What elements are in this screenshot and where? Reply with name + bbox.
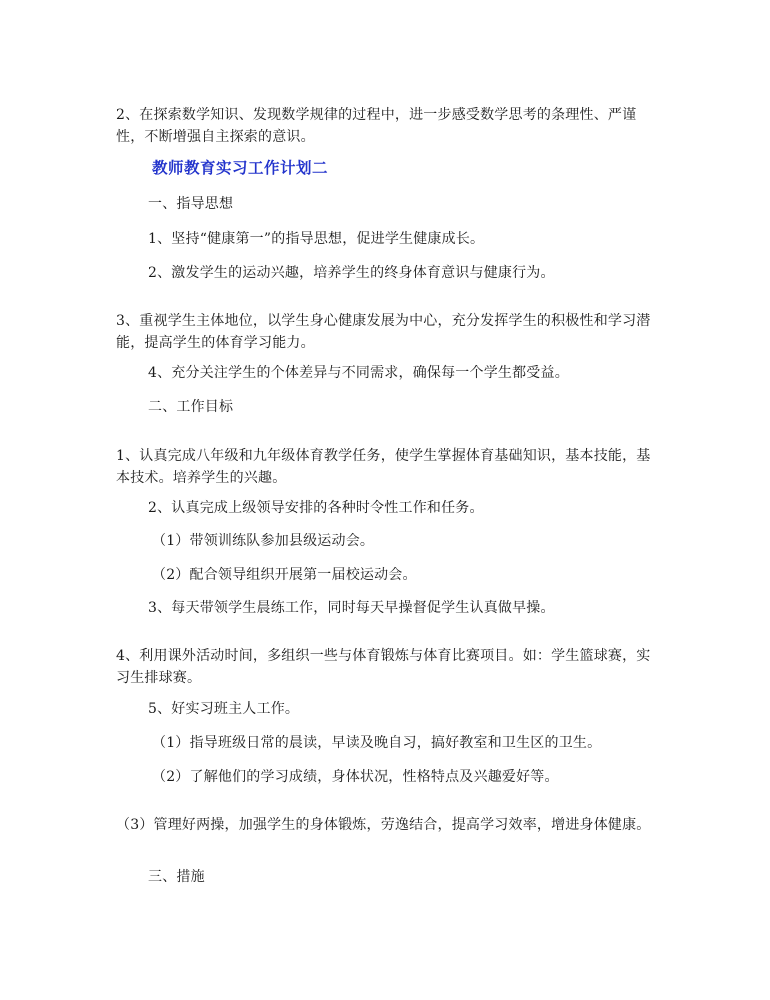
- guiding-item-4: 4、充分关注学生的个体差异与不同需求，确保每一个学生都受益。: [148, 365, 569, 381]
- goal-item-2-sub-1: （1）带领训练队参加县级运动会。: [152, 533, 375, 549]
- section-heading-work-goals: 二、工作目标: [148, 399, 234, 415]
- goal-item-5-sub-2: （2）了解他们的学习成绩，身体状况，性格特点及兴趣爱好等。: [152, 769, 559, 785]
- goal-item-2: 2、认真完成上级领导安排的各种时令性工作和任务。: [148, 500, 484, 516]
- guiding-item-2: 2、激发学生的运动兴趣，培养学生的终身体育意识与健康行为。: [148, 265, 555, 281]
- goal-item-3: 3、每天带领学生晨练工作，同时每天早操督促学生认真做早操。: [148, 600, 555, 616]
- document-title: 教师教育实习工作计划二: [152, 158, 329, 177]
- goal-item-5-sub-1: （1）指导班级日常的晨读，早读及晚自习，搞好教室和卫生区的卫生。: [152, 735, 602, 751]
- goal-item-5: 5、好实习班主人工作。: [148, 701, 300, 717]
- goal-item-2-sub-2: （2）配合领导组织开展第一届校运动会。: [152, 567, 417, 583]
- section-heading-guiding-thought: 一、指导思想: [148, 196, 234, 212]
- section-heading-measures: 三、措施: [148, 869, 205, 885]
- guiding-item-1: 1、坚持“健康第一”的指导思想，促进学生健康成长。: [148, 231, 485, 247]
- goal-item-5-sub-3: （3）管理好两操，加强学生的身体锻炼，劳逸结合，提高学习效率，增进身体健康。: [116, 817, 651, 833]
- intro-paragraph: 2、在探索数学知识、发现数学规律的过程中，进一步感受数学思考的条理性、严谨性，不断增强自主探索的意识。: [116, 107, 637, 145]
- goal-item-1: 1、认真完成八年级和九年级体育教学任务，使学生掌握体育基础知识，基本技能，基本技术。培养学生的兴趣。: [116, 448, 651, 486]
- guiding-item-3: 3、重视学生主体地位，以学生身心健康发展为中心，充分发挥学生的积极性和学习潜能，提高学生的体育学习能力。: [116, 313, 651, 351]
- goal-item-4: 4、利用课外活动时间，多组织一些与体育锻炼与体育比赛项目。如：学生篮球赛，实习生排球赛。: [116, 648, 651, 686]
